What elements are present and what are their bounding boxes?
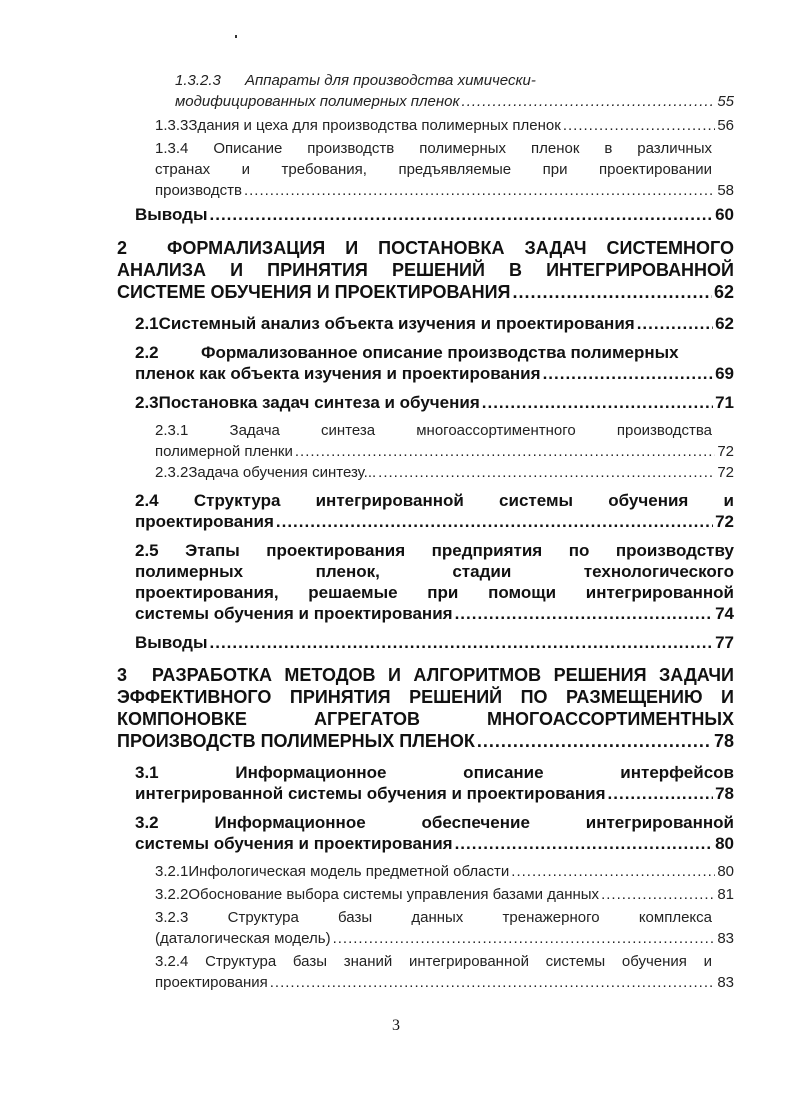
leader-dots: [295, 441, 715, 462]
toc-title-line: проектирования, решаемые при помощи интегрированной: [135, 583, 734, 602]
toc-page-number: 60: [715, 205, 734, 224]
toc-title-line: Информационное описание интерфейсов: [235, 763, 734, 782]
toc-number: 3.2.4: [155, 953, 189, 970]
toc-number: 3.1: [135, 763, 159, 782]
toc-title-line: КОМПОНОВКЕ АГРЕГАТОВ МНОГОАССОРТИМЕНТНЫХ: [117, 709, 734, 729]
scan-speck: [235, 35, 237, 38]
toc-page-number: 62: [715, 314, 734, 333]
toc-page-number: 83: [717, 974, 734, 991]
toc-number: 2: [117, 238, 128, 258]
leader-dots: [378, 462, 715, 483]
toc-number: 1.3.4: [155, 140, 189, 157]
toc-page-number: 55: [717, 93, 734, 110]
toc-title-line: АНАЛИЗА И ПРИНЯТИЯ РЕШЕНИЙ В ИНТЕГРИРОВАННОЙ: [117, 260, 734, 280]
toc-title-line: Этапы проектирования предприятия по производству: [185, 541, 734, 560]
toc-entry-2-3-2[interactable]: [155, 462, 734, 483]
toc-title-line: Выводы: [135, 633, 208, 652]
toc-page-number: 72: [717, 443, 734, 460]
toc-page-number: 80: [717, 863, 734, 880]
leader-dots: [543, 363, 714, 384]
toc-entry-chapter-2[interactable]: [117, 237, 734, 303]
toc-page-number: 56: [717, 117, 734, 134]
toc-entry-2-5[interactable]: [135, 540, 734, 624]
toc-entry-1-3-2-3[interactable]: [175, 70, 734, 112]
toc-page-number: 77: [715, 633, 734, 652]
toc-title-line: пленок как объекта изучения и проектирования: [135, 364, 541, 383]
toc-entry-2-3[interactable]: [135, 392, 734, 413]
toc-page-number: 80: [715, 834, 734, 853]
toc-entry-chapter-3[interactable]: [117, 664, 734, 752]
toc-entry-1-3-4[interactable]: [155, 138, 734, 201]
toc-title-line: Формализованное описание производства полимерных: [201, 343, 679, 362]
leader-dots: [608, 783, 714, 804]
leader-dots: [210, 632, 714, 653]
toc-entry-1-3-3[interactable]: [155, 115, 734, 136]
toc-entry-3-1[interactable]: [135, 762, 734, 804]
toc-title-line: Структура интегрированной системы обучения и: [193, 491, 734, 510]
toc-number: 1.3.3: [155, 117, 189, 134]
toc-title-line: Системный анализ объекта изучения и проектирования: [158, 314, 635, 333]
toc-title-line: Задача обучения синтезу...: [188, 464, 377, 481]
toc-number: 1.3.2.3: [175, 72, 221, 89]
leader-dots: [511, 861, 715, 882]
leader-dots: [512, 281, 712, 303]
toc-title-line: интегрированной системы обучения и проектирования: [135, 784, 606, 803]
toc-entry-3-2[interactable]: [135, 812, 734, 854]
toc-title-line: Описание производств полимерных пленок в различных: [213, 140, 712, 157]
toc-page-number: 81: [717, 886, 734, 903]
toc-title-line: ПРОИЗВОДСТВ ПОЛИМЕРНЫХ ПЛЕНОК: [117, 731, 475, 751]
toc-entry-3-2-1[interactable]: [155, 861, 734, 882]
toc-number: 2.1: [135, 314, 159, 333]
toc-title-line: Задача синтеза многоассортиментного производства: [229, 422, 712, 439]
toc-number: 3: [117, 665, 128, 685]
toc-title-line: Постановка задач синтеза и обучения: [158, 393, 480, 412]
toc-title-line: Структура базы знаний интегрированной системы обучения и: [205, 953, 713, 970]
toc-entry-2-3-1[interactable]: [155, 420, 734, 462]
leader-dots: [244, 180, 715, 201]
leader-dots: [210, 204, 714, 225]
toc-title-line: СИСТЕМЕ ОБУЧЕНИЯ И ПРОЕКТИРОВАНИЯ: [117, 282, 511, 302]
toc-number: 2.2: [135, 343, 159, 362]
toc-page-number: 83: [717, 930, 734, 947]
toc-number: 3.2.1: [155, 863, 189, 880]
toc-title-line: Выводы: [135, 205, 208, 224]
toc-entry-3-2-3[interactable]: [155, 907, 734, 949]
toc-page-number: 69: [715, 364, 734, 383]
toc-page-number: 78: [713, 731, 734, 751]
toc-title-line: Аппараты для производства химически-: [245, 72, 536, 89]
toc-title-line: модифицированных полимерных пленок: [175, 93, 460, 110]
toc-page-number: 74: [715, 604, 734, 623]
toc-page-number: 62: [713, 282, 734, 302]
leader-dots: [462, 91, 716, 112]
toc-title-line: Структура базы данных тренажерного комплекса: [227, 909, 712, 926]
toc-entry-conclusions-2[interactable]: [135, 632, 734, 653]
toc-entry-2-4[interactable]: [135, 490, 734, 532]
toc-title-line: Информационное обеспечение интегрированной: [214, 813, 734, 832]
toc-entry-2-1[interactable]: [135, 313, 734, 334]
leader-dots: [276, 511, 713, 532]
leader-dots: [270, 972, 716, 993]
toc-title-line: Обоснование выбора системы управления базами данных: [188, 886, 600, 903]
toc-number: 2.3.1: [155, 422, 189, 439]
toc-title-line: системы обучения и проектирования: [135, 604, 453, 623]
page-number: 3: [392, 1017, 400, 1034]
leader-dots: [455, 603, 714, 624]
toc-title-line: РАЗРАБОТКА МЕТОДОВ И АЛГОРИТМОВ РЕШЕНИЯ ЗАДАЧИ: [151, 665, 734, 685]
toc-page-number: 58: [717, 182, 734, 199]
leader-dots: [601, 884, 715, 905]
leader-dots: [477, 730, 712, 752]
toc-page-number: 78: [715, 784, 734, 803]
leader-dots: [482, 392, 713, 413]
toc-number: 2.3.2: [155, 464, 189, 481]
toc-entry-3-2-4[interactable]: [155, 951, 734, 993]
toc-title-line: полимерной пленки: [155, 443, 293, 460]
toc-title-line: производств: [155, 182, 242, 199]
toc-title-line: Здания и цеха для производства полимерных пленок: [188, 117, 561, 134]
toc-number: 2.5: [135, 541, 159, 560]
toc-number: 2.3: [135, 393, 159, 412]
toc-title-line: (даталогическая модель): [155, 930, 331, 947]
toc-title-line: странах и требования, предъявляемые при проектировании: [155, 161, 712, 178]
toc-number: 2.4: [135, 491, 159, 510]
leader-dots: [333, 928, 716, 949]
toc-title-line: ЭФФЕКТИВНОГО ПРИНЯТИЯ РЕШЕНИЙ ПО РАЗМЕЩЕНИЮ И: [117, 687, 734, 707]
toc-title-line: Инфологическая модель предметной области: [188, 863, 510, 880]
toc-title-line: проектирования: [135, 512, 274, 531]
toc-number: 3.2.2: [155, 886, 189, 903]
toc-title-line: полимерных пленок, стадии технологического: [135, 562, 734, 581]
toc-entry-3-2-2[interactable]: [155, 884, 734, 905]
toc-number: 3.2.3: [155, 909, 189, 926]
toc-title-line: проектирования: [155, 974, 268, 991]
toc-page-number: 71: [715, 393, 734, 412]
toc-title-line: системы обучения и проектирования: [135, 834, 453, 853]
toc-number: 3.2: [135, 813, 159, 832]
leader-dots: [637, 313, 713, 334]
toc-page-number: 72: [715, 512, 734, 531]
toc-entry-conclusions-1[interactable]: [135, 204, 734, 225]
toc-title-line: ФОРМАЛИЗАЦИЯ И ПОСТАНОВКА ЗАДАЧ СИСТЕМНОГО: [167, 238, 734, 258]
toc-page-number: 72: [717, 464, 734, 481]
leader-dots: [563, 115, 716, 136]
leader-dots: [455, 833, 714, 854]
toc-entry-2-2[interactable]: [135, 342, 734, 384]
